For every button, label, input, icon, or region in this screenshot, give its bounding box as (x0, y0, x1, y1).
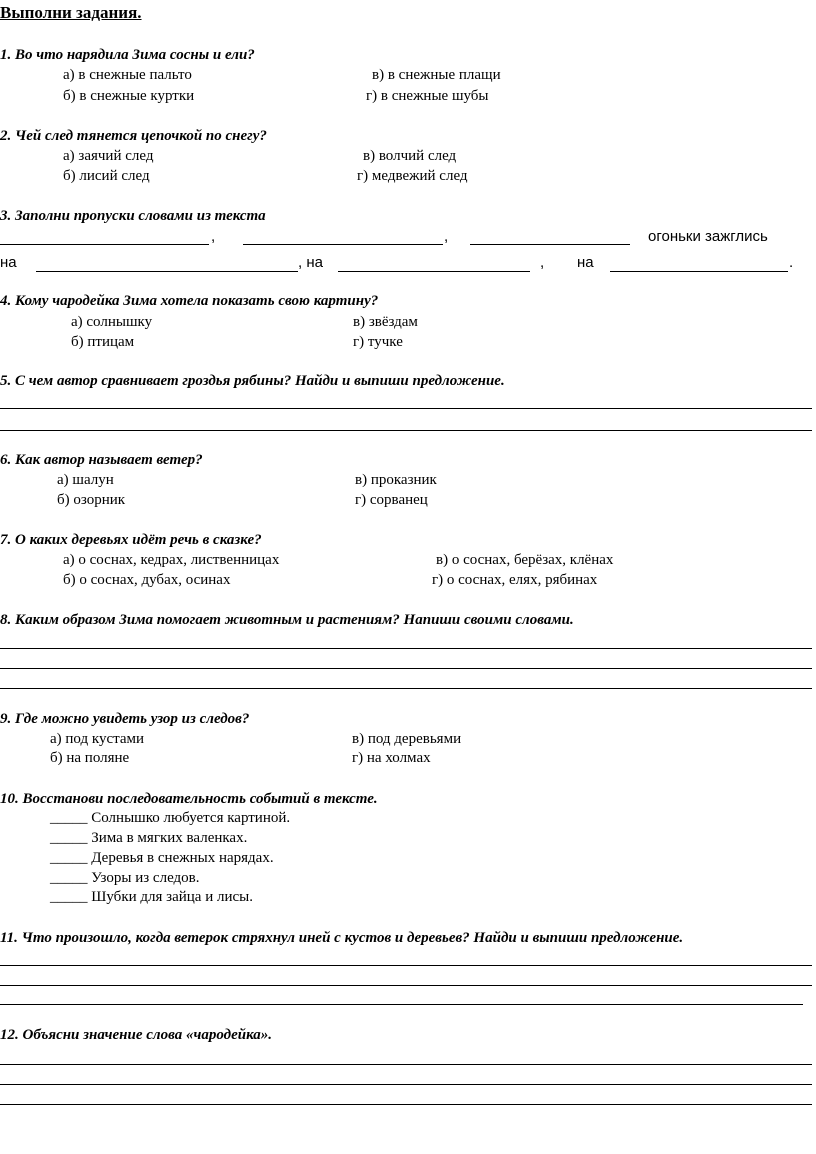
blank-line[interactable] (243, 244, 443, 245)
sequence-item: _____ Шубки для зайца и лисы. (50, 889, 253, 905)
page-title: Выполни задания. (0, 3, 142, 22)
answer-line[interactable] (0, 408, 812, 409)
q6-option-a: а) шалун (57, 472, 114, 488)
sequence-item: _____ Узоры из следов. (50, 870, 200, 886)
answer-line[interactable] (0, 688, 812, 689)
q2-option-a: а) заячий след (63, 148, 154, 164)
answer-line[interactable] (0, 1064, 812, 1065)
q9-option-d: г) на холмах (352, 750, 431, 766)
q9-option-c: в) под деревьями (352, 731, 462, 747)
question-2: 2. Чей след тянется цепочкой по снегу? (0, 128, 267, 144)
question-1: 1. Во что нарядила Зима сосны и ели? (0, 47, 255, 63)
q7-option-a: а) о соснах, кедрах, лиственницах (63, 552, 280, 568)
q1-option-d: г) в снежные шубы (366, 88, 489, 104)
answer-line[interactable] (0, 1084, 812, 1085)
q4-option-b: б) птицам (71, 334, 135, 350)
q7-option-c: в) о соснах, берёзах, клёнах (436, 552, 614, 568)
separator-comma: , (540, 254, 545, 271)
q1-option-b: б) в снежные куртки (63, 88, 195, 104)
answer-line[interactable] (0, 965, 812, 966)
question-10: 10. Восстанови последовательность событий в тексте. (0, 791, 378, 807)
blank-line[interactable] (610, 271, 788, 272)
q7-option-d: г) о соснах, елях, рябинах (432, 572, 598, 588)
blank-line[interactable] (0, 244, 209, 245)
answer-line[interactable] (0, 1004, 803, 1005)
question-8: 8. Каким образом Зима помогает животным и растениям? Напиши своими словами. (0, 612, 574, 628)
sequence-item: _____ Солнышко любуется картиной. (50, 810, 291, 826)
sequence-item: _____ Деревья в снежных нарядах. (50, 850, 274, 866)
fill-text-mid: на (577, 254, 594, 271)
fill-text-start: на (0, 254, 17, 271)
answer-line[interactable] (0, 648, 812, 649)
blank-line[interactable] (36, 271, 298, 272)
question-11: 11. Что произошло, когда ветерок стряхнул иней с кустов и деревьев? Найди и выпиши предложение. (0, 930, 684, 946)
blank-line[interactable] (470, 244, 630, 245)
answer-line[interactable] (0, 1104, 812, 1105)
question-5: 5. С чем автор сравнивает гроздья рябины? Найди и выпиши предложение. (0, 373, 505, 389)
question-3: 3. Заполни пропуски словами из текста (0, 208, 266, 224)
blank-line[interactable] (338, 271, 530, 272)
question-6: 6. Как автор называет ветер? (0, 452, 203, 468)
answer-line[interactable] (0, 430, 812, 431)
q4-option-a: а) солнышку (71, 314, 153, 330)
question-4: 4. Кому чародейка Зима хотела показать свою картину? (0, 293, 379, 309)
q4-option-d: г) тучке (353, 334, 403, 350)
q6-option-b: б) озорник (57, 492, 126, 508)
q1-option-c: в) в снежные плащи (372, 67, 501, 83)
question-7: 7. О каких деревьях идёт речь в сказке? (0, 532, 262, 548)
answer-line[interactable] (0, 985, 812, 986)
sequence-item: _____ Зима в мягких валенках. (50, 830, 248, 846)
q4-option-c: в) звёздам (353, 314, 418, 330)
fill-text-end: . (789, 254, 794, 271)
q1-option-a: а) в снежные пальто (63, 67, 192, 83)
q2-option-b: б) лисий след (63, 168, 150, 184)
separator-comma: , (444, 228, 449, 245)
q9-option-b: б) на поляне (50, 750, 130, 766)
q7-option-b: б) о соснах, дубах, осинах (63, 572, 231, 588)
q6-option-d: г) сорванец (355, 492, 428, 508)
q6-option-c: в) проказник (355, 472, 437, 488)
fill-text-mid: , на (298, 254, 323, 271)
q9-option-a: а) под кустами (50, 731, 145, 747)
q2-option-c: в) волчий след (363, 148, 457, 164)
question-12: 12. Объясни значение слова «чародейка». (0, 1027, 273, 1043)
answer-line[interactable] (0, 668, 812, 669)
fill-text-end: огоньки зажглись (648, 228, 768, 245)
separator-comma: , (211, 228, 216, 245)
q2-option-d: г) медвежий след (357, 168, 468, 184)
question-9: 9. Где можно увидеть узор из следов? (0, 711, 250, 727)
